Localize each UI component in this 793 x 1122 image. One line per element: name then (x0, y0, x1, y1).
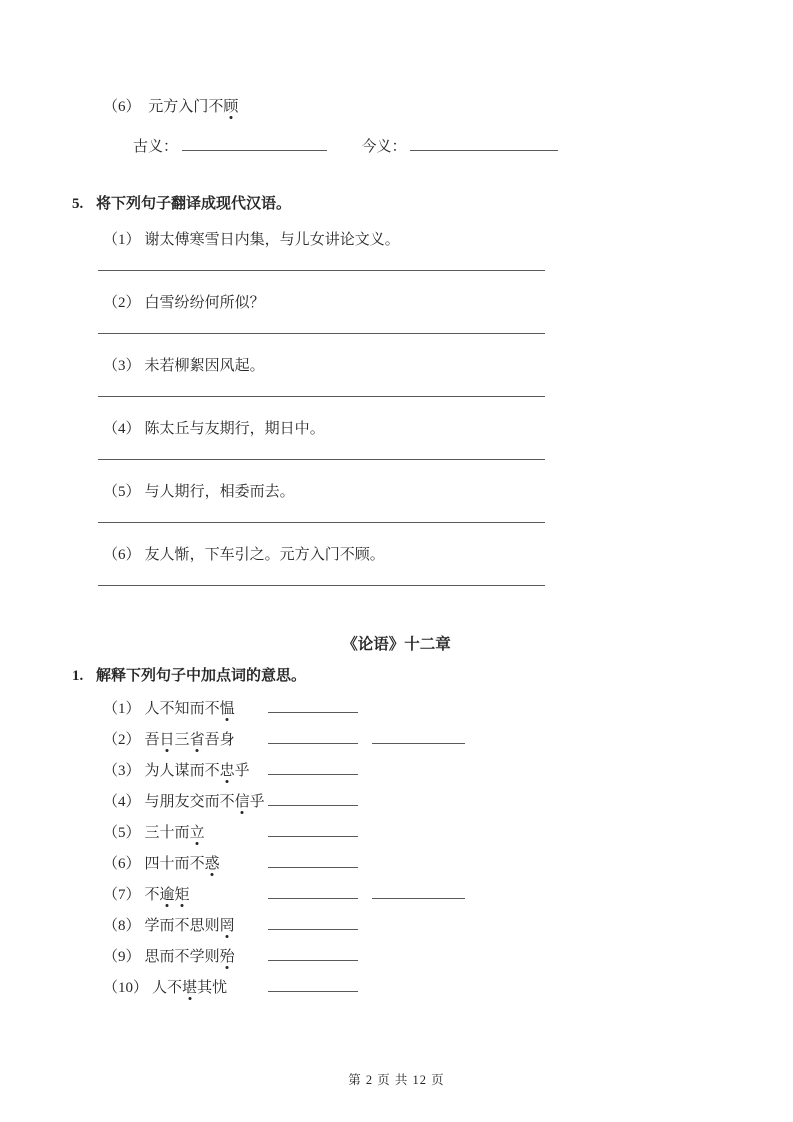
emphasized-char: 逾 (159, 887, 175, 903)
chapter-heading: 《论语》十二章 (342, 636, 451, 653)
translation-items (103, 230, 623, 608)
question-number: （5） (103, 825, 141, 841)
item-number: （6） (103, 99, 141, 115)
answer-blank[interactable] (268, 978, 358, 992)
section-number: 5. (72, 196, 84, 212)
question-number: （3） (103, 763, 141, 779)
answer-line[interactable] (98, 522, 545, 523)
answer-line[interactable] (98, 396, 545, 397)
carryover-item (103, 97, 238, 117)
answer-blank[interactable] (268, 916, 358, 930)
question-sentence: 友人惭，下车引之。元方入门不顾。 (144, 547, 385, 563)
question-text (103, 545, 623, 565)
emphasized-char: 罔 (219, 918, 235, 934)
question-phrase: 思而不学则殆 (144, 949, 235, 965)
question-number: （8） (103, 918, 141, 934)
question-number: （1） (103, 701, 141, 717)
section-number: 1. (72, 668, 84, 684)
question-number: （6） (103, 547, 141, 563)
question-number: （1） (103, 232, 141, 248)
ancient-meaning-blank[interactable] (182, 137, 327, 151)
word-explain-row (103, 942, 663, 973)
answer-line[interactable] (98, 459, 545, 460)
answer-blank[interactable] (268, 947, 358, 961)
translation-item (103, 293, 623, 334)
meanings-row (133, 136, 558, 158)
emphasized-char: 愠 (219, 701, 235, 717)
answer-blank[interactable] (372, 885, 465, 899)
question-number: （5） (103, 484, 141, 500)
answer-blank[interactable] (268, 823, 358, 837)
answer-line[interactable] (98, 270, 545, 271)
word-explain-row (103, 818, 663, 849)
question-phrase: 学而不思则罔 (144, 918, 235, 934)
question-phrase: 三十而立 (144, 825, 205, 841)
question-number: （10） (103, 980, 149, 996)
translation-section-header (72, 192, 291, 213)
emphasized-char: 矩 (174, 887, 190, 903)
question-text (103, 356, 623, 376)
question-sentence: 未若柳絮因风起。 (144, 358, 265, 374)
word-explain-row (103, 756, 663, 787)
emphasized-char: 立 (189, 825, 205, 841)
translation-item (103, 356, 623, 397)
page-footer: 第 2 页 共 12 页 (348, 1073, 445, 1087)
item-sentence: 元方入门不顾 (148, 99, 239, 115)
question-number: （4） (103, 794, 141, 810)
question-text (103, 725, 268, 756)
question-sentence: 与人期行，相委而去。 (144, 484, 295, 500)
answer-blank[interactable] (268, 854, 358, 868)
question-number: （2） (103, 295, 141, 311)
answer-blank[interactable] (372, 730, 465, 744)
question-text (103, 880, 268, 911)
answer-blank[interactable] (268, 699, 358, 713)
question-text (103, 756, 268, 787)
ancient-meaning-label: 古义： (133, 139, 179, 155)
question-sentence: 谢太傅寒雪日内集，与儿女讲论文义。 (144, 232, 400, 248)
question-number: （2） (103, 732, 141, 748)
explain-section-header (72, 664, 306, 685)
question-text (103, 419, 623, 439)
answer-blank[interactable] (268, 761, 358, 775)
question-sentence: 陈太丘与友期行，期日中。 (144, 421, 325, 437)
modern-meaning-blank[interactable] (410, 137, 558, 151)
question-text (103, 787, 268, 818)
word-explain-row (103, 880, 663, 911)
emphasized-char: 省 (189, 732, 205, 748)
modern-meaning-label: 今义： (361, 139, 407, 155)
emphasized-char: 顾 (223, 99, 239, 115)
question-text (103, 849, 268, 880)
word-explain-row (103, 849, 663, 880)
translation-item (103, 419, 623, 460)
section-title: 解释下列句子中加点词的意思。 (96, 668, 307, 684)
question-phrase: 为人谋而不忠乎 (144, 763, 250, 779)
section-title: 将下列句子翻译成现代汉语。 (96, 196, 292, 212)
translation-item (103, 230, 623, 271)
emphasized-char: 信 (234, 794, 250, 810)
emphasized-char: 殆 (219, 949, 235, 965)
question-text (103, 482, 623, 502)
question-phrase: 人不知而不愠 (144, 701, 235, 717)
question-text (103, 694, 268, 725)
question-number: （7） (103, 887, 141, 903)
answer-blank[interactable] (268, 885, 358, 899)
question-number: （9） (103, 949, 141, 965)
question-sentence: 白雪纷纷何所似？ (144, 295, 265, 311)
word-explain-row (103, 725, 663, 756)
word-explain-items (103, 694, 663, 1004)
question-phrase: 人不堪其忧 (152, 980, 228, 996)
question-text (103, 973, 268, 1004)
translation-item (103, 482, 623, 523)
answer-line[interactable] (98, 585, 545, 586)
emphasized-char: 堪 (182, 980, 198, 996)
translation-item (103, 545, 623, 586)
question-text (103, 293, 623, 313)
word-explain-row (103, 911, 663, 942)
question-text (103, 818, 268, 849)
word-explain-row (103, 694, 663, 725)
answer-line[interactable] (98, 333, 545, 334)
question-text (103, 942, 268, 973)
question-text (103, 911, 268, 942)
answer-blank[interactable] (268, 792, 358, 806)
emphasized-char: 忠 (219, 763, 235, 779)
question-phrase: 四十而不惑 (144, 856, 220, 872)
question-phrase: 吾日三省吾身 (144, 732, 235, 748)
emphasized-char: 惑 (204, 856, 220, 872)
question-text (103, 230, 623, 250)
answer-blank[interactable] (268, 730, 358, 744)
word-explain-row (103, 787, 663, 818)
emphasized-char: 日 (159, 732, 175, 748)
question-phrase: 不逾矩 (144, 887, 190, 903)
question-number: （3） (103, 358, 141, 374)
question-number: （4） (103, 421, 141, 437)
word-explain-row (103, 973, 663, 1004)
question-phrase: 与朋友交而不信乎 (144, 794, 265, 810)
question-number: （6） (103, 856, 141, 872)
